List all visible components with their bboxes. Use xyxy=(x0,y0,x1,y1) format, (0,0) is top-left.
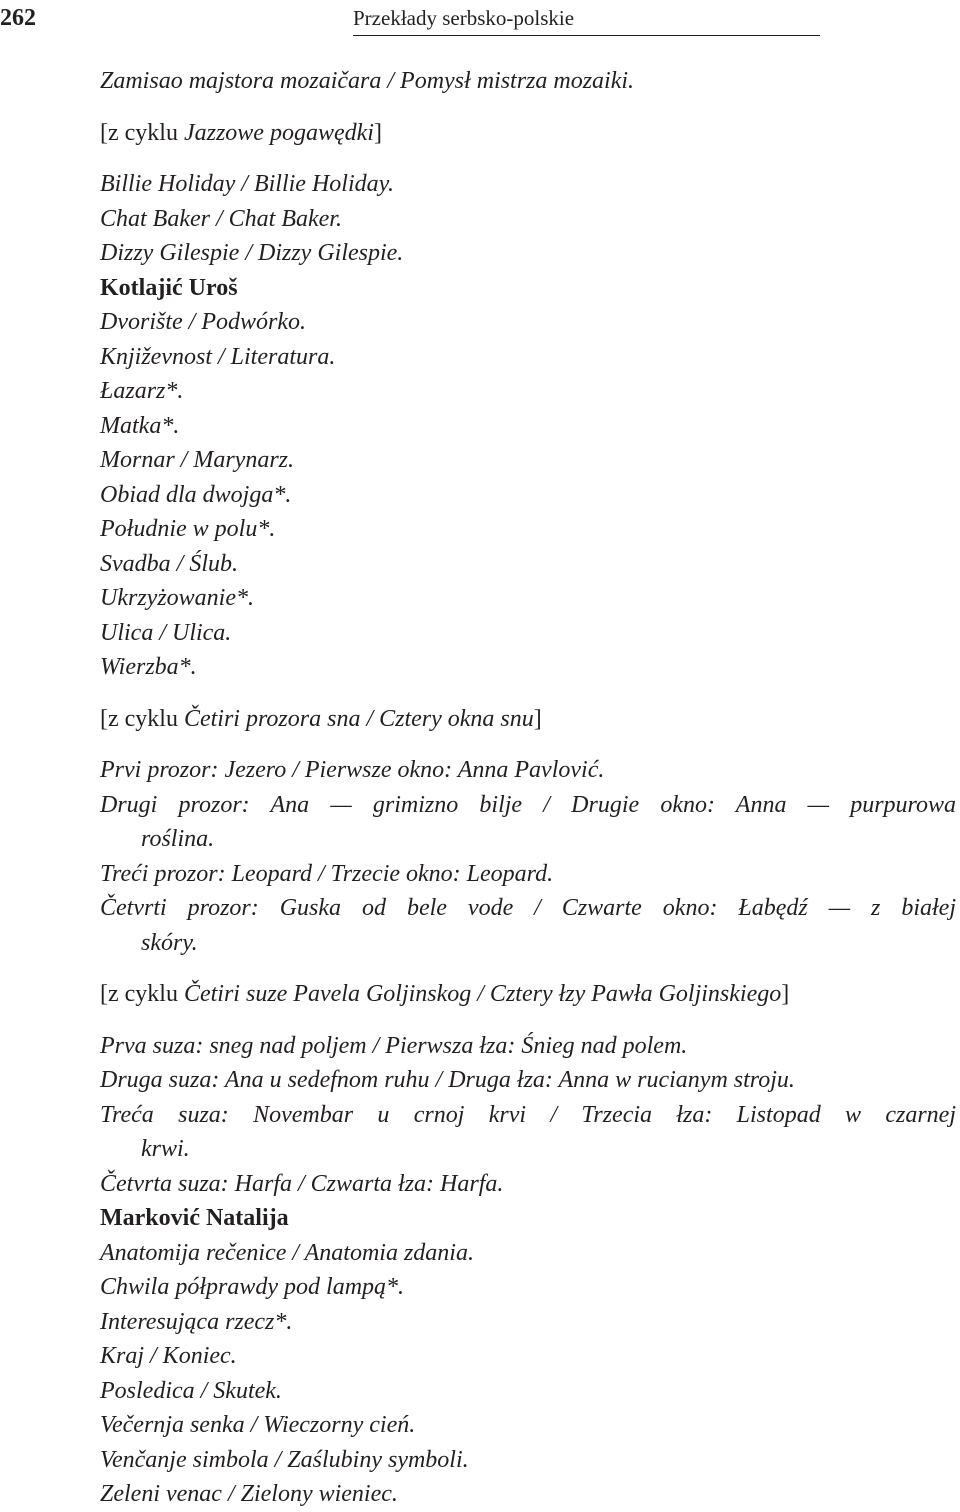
entry: Posledica / Skutek. xyxy=(100,1377,282,1404)
entry-multiline xyxy=(100,891,956,960)
entry-continuation: roślina. xyxy=(141,826,215,852)
cycle-suffix: ] xyxy=(781,981,790,1007)
entry: Četvrta suza: Harfa / Czwarta łza: Harfa. xyxy=(100,1170,504,1197)
entry: Druga suza: Ana u sedefnom ruhu / Druga łza: Anna w rucianym stroju. xyxy=(100,1067,795,1093)
entry: Mornar / Marynarz. xyxy=(100,447,295,473)
cycle-prefix: [z cyklu xyxy=(100,981,184,1007)
entry: Obiad dla dwojga*. xyxy=(100,481,292,508)
running-head: Przekłady serbsko-polskie xyxy=(353,6,575,30)
entry: Łazarz*. xyxy=(100,378,184,404)
entry: Zeleni venac / Zielony wieniec. xyxy=(100,1481,398,1507)
bibliography-list xyxy=(100,64,956,1512)
entry: Kraj / Koniec. xyxy=(100,1343,237,1369)
cycle-title: Jazzowe pogawędki xyxy=(183,119,374,146)
entry: Zamisao majstora mozaičara / Pomysł mistrza mozaiki. xyxy=(100,68,635,94)
cycle-title: Četiri suze Pavela Goljinskog / Cztery łzy Pawła Goljinskiego xyxy=(183,981,782,1007)
entry: Chat Baker / Chat Baker. xyxy=(100,205,342,232)
entry: Ukrzyżowanie*. xyxy=(100,585,254,611)
entry: Književnost / Literatura. xyxy=(100,343,336,370)
cycle-suffix: ] xyxy=(533,705,542,732)
author-heading: Marković Natalija xyxy=(100,1205,289,1231)
header-rule xyxy=(353,35,820,36)
cycle-title: Četiri prozora sna / Cztery okna snu xyxy=(183,705,534,732)
entry: Dizzy Gilespie / Dizzy Gilespie. xyxy=(100,240,404,266)
cycle-prefix: [z cyklu xyxy=(100,705,184,732)
cycle-heading xyxy=(100,116,956,151)
entry: Ulica / Ulica. xyxy=(100,619,232,646)
cycle-heading xyxy=(100,977,956,1012)
entry: Večernja senka / Wieczorny cień. xyxy=(100,1412,416,1438)
entry: Interesująca rzecz*. xyxy=(100,1308,293,1335)
cycle-heading xyxy=(100,702,956,737)
entry: Prvi prozor: Jezero / Pierwsze okno: Anna Pavlović. xyxy=(100,757,605,783)
entry: Matka*. xyxy=(100,412,180,439)
entry: Anatomija rečenice / Anatomia zdania. xyxy=(100,1239,474,1266)
entry-line: Drugi prozor: Ana — grimizno bilje / Drugie okno: Anna — purpurowa xyxy=(100,791,956,818)
entry-line: Treća suza: Novembar u crnoj krvi / Trzecia łza: Listopad w czarnej xyxy=(100,1101,956,1128)
entry-multiline xyxy=(100,788,956,857)
entry: Venčanje simbola / Zaślubiny symboli. xyxy=(100,1446,469,1473)
cycle-prefix: [z cyklu xyxy=(100,119,184,146)
entry: Dvorište / Podwórko. xyxy=(100,309,306,335)
entry-continuation: krwi. xyxy=(141,1136,190,1162)
entry: Chwila półprawdy pod lampą*. xyxy=(100,1274,405,1300)
entry: Wierzba*. xyxy=(100,654,197,680)
page-header xyxy=(0,0,960,40)
author-heading: Kotlajić Uroš xyxy=(100,274,238,301)
entry: Południe w polu*. xyxy=(100,516,276,542)
entry-multiline xyxy=(100,1098,956,1167)
entry: Treći prozor: Leopard / Trzecie okno: Leopard. xyxy=(100,860,554,887)
entry-line: Četvrti prozor: Guska od bele vode / Czwarte okno: Łabędź — z białej xyxy=(100,895,956,921)
cycle-suffix: ] xyxy=(373,119,382,146)
entry: Billie Holiday / Billie Holiday. xyxy=(100,171,394,197)
entry-continuation: skóry. xyxy=(141,929,198,956)
entry: Prva suza: sneg nad poljem / Pierwsza łza: Śnieg nad polem. xyxy=(100,1032,688,1059)
entry: Svadba / Ślub. xyxy=(100,550,238,577)
page-number: 262 xyxy=(0,5,36,31)
